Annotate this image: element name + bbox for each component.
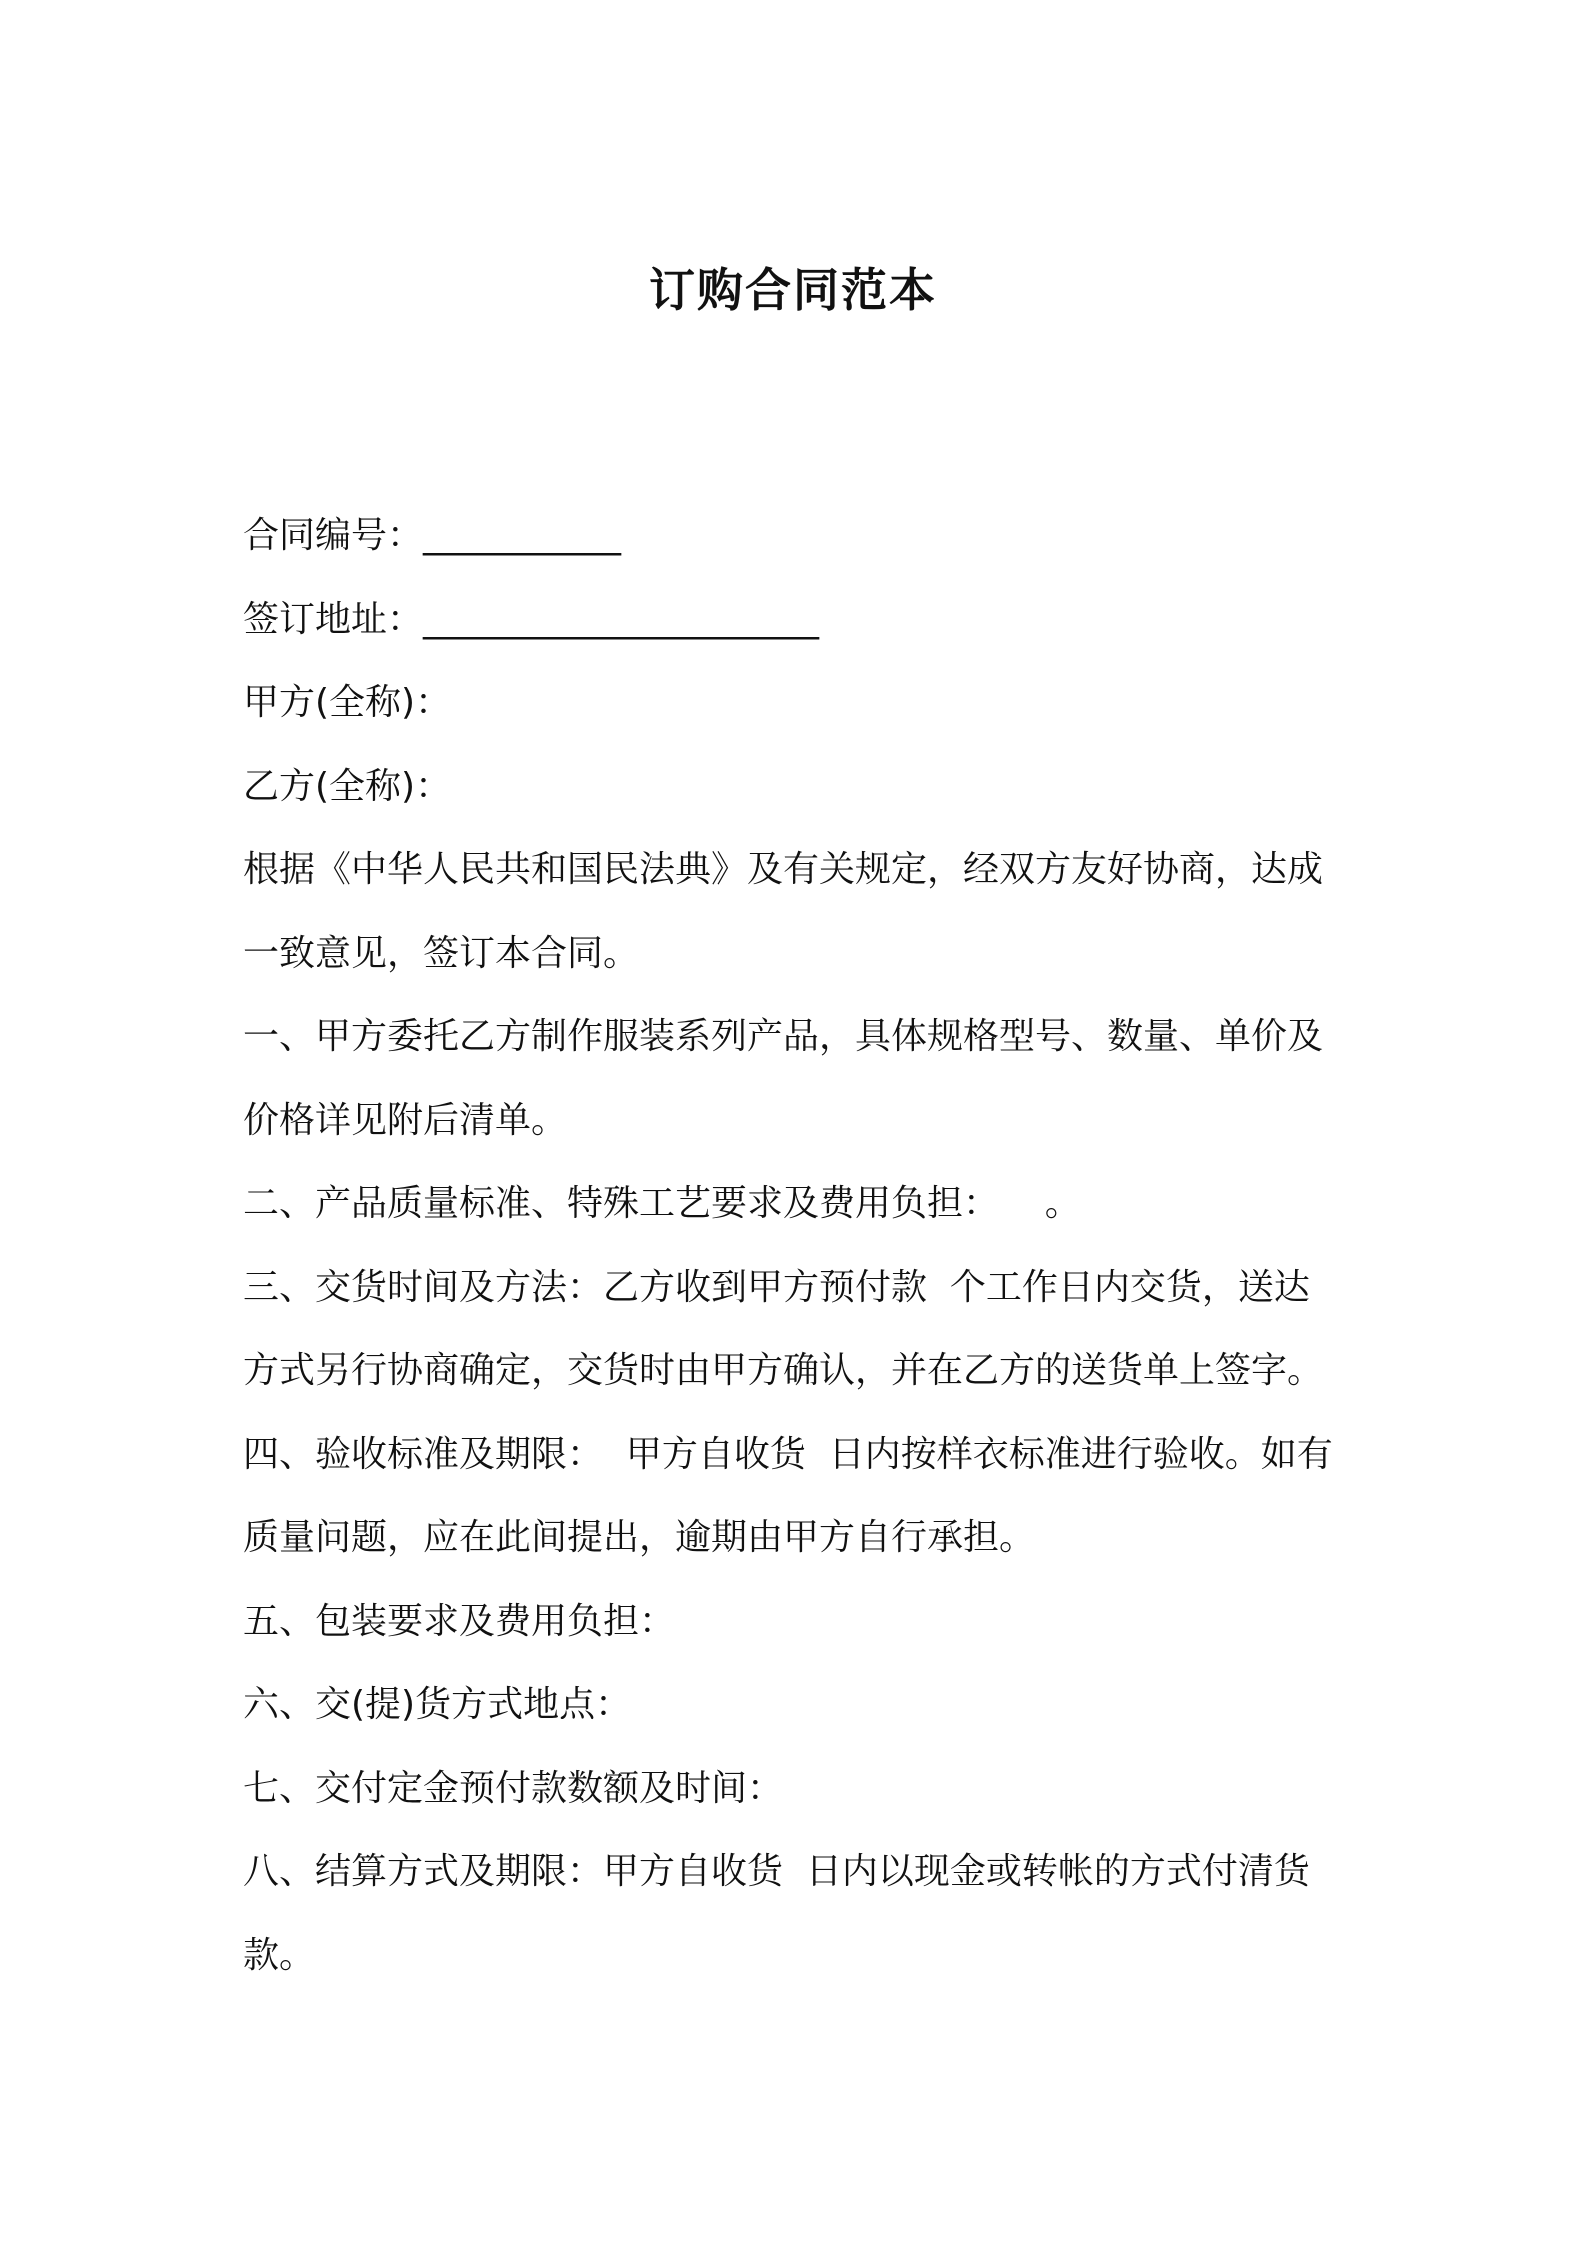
sign-address-blank: ______________________ (423, 598, 820, 640)
party-b-label: 乙方(全称)： (243, 765, 452, 807)
party-a-label: 甲方(全称)： (243, 682, 452, 723)
document-title: 订购合同范本 (649, 263, 937, 317)
contract-number-field (243, 494, 1353, 578)
contract-number-blank: ___________ (423, 515, 622, 556)
party-b-field (243, 745, 1353, 829)
clause-line: 方式另行协商确定，交货时由甲方确认，并在乙方的送货单上签字。 (243, 1350, 1324, 1391)
sign-address-field (243, 578, 1353, 662)
intro-line: 根据《中华人民共和国民法典》及有关规定，经双方友好协商，达成 (243, 849, 1324, 890)
clause-line: 三、交货时间及方法：乙方收到甲方预付款 个工作日内交货，送达 (243, 1266, 1310, 1308)
clause-line: 价格详见附后清单。 (243, 1099, 568, 1141)
clause-line: 一、甲方委托乙方制作服装系列产品，具体规格型号、数量、单价及 (243, 1016, 1324, 1057)
clause-line: 六、交(提)货方式地点： (243, 1684, 632, 1725)
clause-line: 质量问题，应在此间提出，逾期由甲方自行承担。 (243, 1517, 1036, 1558)
clause-line: 七、交付定金预付款数额及时间： (243, 1767, 784, 1809)
clause-6 (243, 1663, 1353, 1747)
clause-8 (243, 1830, 1353, 1997)
clause-7 (243, 1747, 1353, 1831)
clause-line: 二、产品质量标准、特殊工艺要求及费用负担： 。 (243, 1183, 1081, 1224)
clause-line: 八、结算方式及期限：甲方自收货 日内以现金或转帐的方式付清货 (243, 1851, 1310, 1892)
sign-address-label: 签订地址： (243, 598, 424, 640)
clause-line: 四、验收标准及期限： 甲方自收货 日内按样衣标准进行验收。如有 (243, 1433, 1333, 1475)
document-body (243, 494, 1353, 1997)
party-a-field (243, 661, 1353, 745)
clause-3 (243, 1246, 1353, 1413)
contract-number-label: 合同编号： (243, 515, 424, 556)
clause-1 (243, 995, 1353, 1162)
clause-4 (243, 1413, 1353, 1580)
intro-paragraph (243, 828, 1353, 995)
clause-line: 五、包装要求及费用负担： (243, 1600, 676, 1642)
clause-2 (243, 1162, 1353, 1246)
clause-line: 款。 (243, 1934, 316, 1976)
clause-5 (243, 1580, 1353, 1664)
intro-line: 一致意见，签订本合同。 (243, 932, 640, 974)
